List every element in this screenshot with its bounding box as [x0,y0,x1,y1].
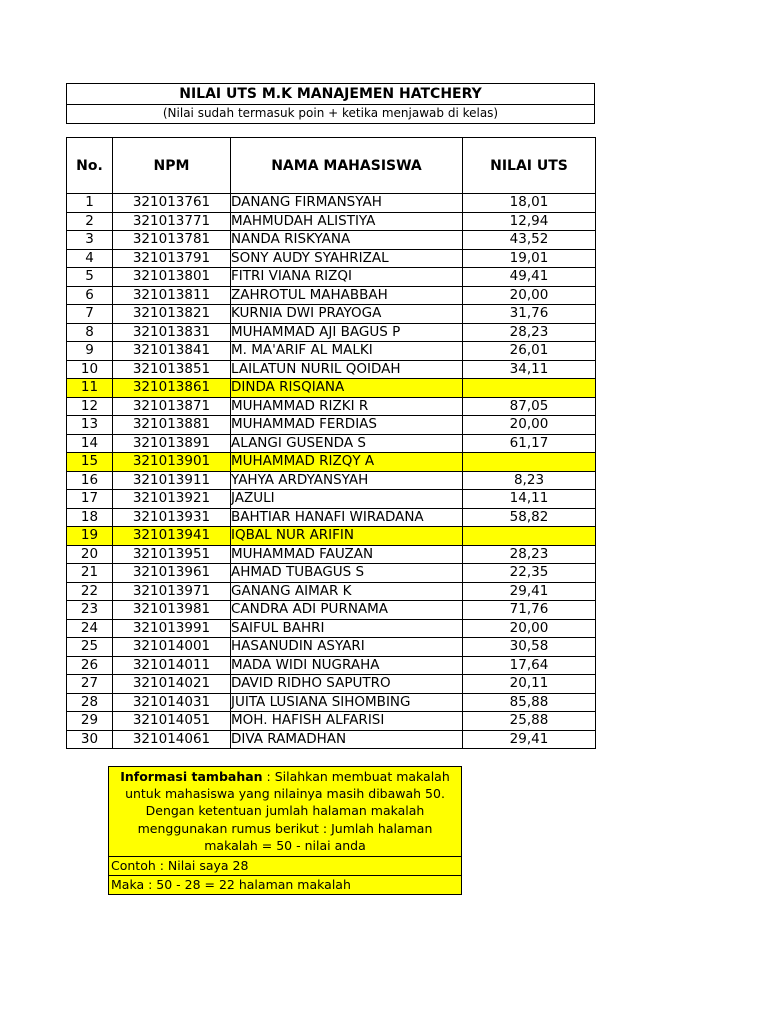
column-header-npm: NPM [113,138,231,194]
cell-no: 28 [67,693,113,712]
cell-npm: 321013821 [113,305,231,324]
cell-score: 61,17 [463,434,596,453]
cell-score: 85,88 [463,693,596,712]
cell-score: 20,00 [463,286,596,305]
cell-name: AHMAD TUBAGUS S [231,564,463,583]
cell-name: M. MA'ARIF AL MALKI [231,342,463,361]
cell-no: 1 [67,194,113,213]
cell-no: 7 [67,305,113,324]
cell-score: 19,01 [463,249,596,268]
cell-score: 8,23 [463,471,596,490]
cell-name: SONY AUDY SYAHRIZAL [231,249,463,268]
table-row [67,416,596,435]
table-row [67,231,596,250]
cell-no: 4 [67,249,113,268]
cell-npm: 321013951 [113,545,231,564]
table-row [67,656,596,675]
table-row [67,453,596,472]
table-row [67,342,596,361]
cell-no: 20 [67,545,113,564]
cell-npm: 321014011 [113,656,231,675]
cell-no: 19 [67,527,113,546]
cell-name: KURNIA DWI PRAYOGA [231,305,463,324]
table-row [67,638,596,657]
cell-npm: 321013831 [113,323,231,342]
cell-npm: 321013891 [113,434,231,453]
table-row [67,545,596,564]
cell-no: 29 [67,712,113,731]
cell-score: 17,64 [463,656,596,675]
cell-npm: 321013881 [113,416,231,435]
cell-score: 87,05 [463,397,596,416]
table-row [67,471,596,490]
cell-npm: 321013991 [113,619,231,638]
table-row [67,379,596,398]
cell-npm: 321014021 [113,675,231,694]
cell-name: DANANG FIRMANSYAH [231,194,463,213]
table-row [67,268,596,287]
table-row [67,323,596,342]
cell-score: 12,94 [463,212,596,231]
cell-score: 29,41 [463,582,596,601]
table-row [67,212,596,231]
cell-score: 29,41 [463,730,596,749]
table-row [67,601,596,620]
cell-name: MUHAMMAD FAUZAN [231,545,463,564]
info-result: Maka : 50 - 28 = 22 halaman makalah [111,877,351,893]
cell-npm: 321013901 [113,453,231,472]
score-table [66,137,596,749]
table-row [67,360,596,379]
cell-npm: 321013801 [113,268,231,287]
cell-no: 10 [67,360,113,379]
cell-no: 14 [67,434,113,453]
table-row [67,434,596,453]
cell-no: 24 [67,619,113,638]
cell-name: MAHMUDAH ALISTIYA [231,212,463,231]
cell-score [463,453,596,472]
cell-npm: 321013851 [113,360,231,379]
cell-name: MUHAMMAD RIZKI R [231,397,463,416]
cell-name: MUHAMMAD FERDIAS [231,416,463,435]
table-row [67,249,596,268]
cell-no: 11 [67,379,113,398]
cell-name: ZAHROTUL MAHABBAH [231,286,463,305]
cell-no: 2 [67,212,113,231]
cell-npm: 321013941 [113,527,231,546]
cell-score: 49,41 [463,268,596,287]
cell-npm: 321013841 [113,342,231,361]
cell-score: 20,00 [463,619,596,638]
cell-no: 22 [67,582,113,601]
cell-no: 13 [67,416,113,435]
cell-npm: 321013911 [113,471,231,490]
cell-score [463,527,596,546]
table-row [67,619,596,638]
cell-npm: 321014031 [113,693,231,712]
cell-name: IQBAL NUR ARIFIN [231,527,463,546]
cell-no: 16 [67,471,113,490]
cell-score: 26,01 [463,342,596,361]
cell-npm: 321013971 [113,582,231,601]
cell-npm: 321013781 [113,231,231,250]
table-row [67,730,596,749]
cell-npm: 321014001 [113,638,231,657]
info-box [108,766,462,895]
table-row [67,286,596,305]
cell-name: ALANGI GUSENDA S [231,434,463,453]
cell-no: 27 [67,675,113,694]
cell-no: 12 [67,397,113,416]
cell-score: 20,11 [463,675,596,694]
table-row [67,194,596,213]
table-row [67,305,596,324]
column-header-score: NILAI UTS [463,138,596,194]
cell-no: 21 [67,564,113,583]
cell-score: 14,11 [463,490,596,509]
cell-score: 30,58 [463,638,596,657]
table-row [67,582,596,601]
cell-no: 30 [67,730,113,749]
cell-name: MADA WIDI NUGRAHA [231,656,463,675]
cell-score: 28,23 [463,545,596,564]
cell-npm: 321013981 [113,601,231,620]
info-example: Contoh : Nilai saya 28 [109,857,461,876]
cell-name: NANDA RISKYANA [231,231,463,250]
cell-no: 15 [67,453,113,472]
info-label: Informasi tambahan [120,769,263,784]
cell-no: 25 [67,638,113,657]
cell-name: BAHTIAR HANAFI WIRADANA [231,508,463,527]
cell-name: HASANUDIN ASYARI [231,638,463,657]
cell-score: 43,52 [463,231,596,250]
cell-score: 58,82 [463,508,596,527]
cell-name: MUHAMMAD AJI BAGUS P [231,323,463,342]
cell-npm: 321013761 [113,194,231,213]
page-title: NILAI UTS M.K MANAJEMEN HATCHERY [67,84,594,105]
table-body [67,194,596,749]
cell-npm: 321013921 [113,490,231,509]
table-header-row [67,138,596,194]
cell-name: MUHAMMAD RIZQY A [231,453,463,472]
cell-npm: 321013811 [113,286,231,305]
cell-no: 9 [67,342,113,361]
cell-name: DAVID RIDHO SAPUTRO [231,675,463,694]
cell-score: 20,00 [463,416,596,435]
table-row [67,508,596,527]
cell-name: LAILATUN NURIL QOIDAH [231,360,463,379]
cell-no: 17 [67,490,113,509]
cell-score: 31,76 [463,305,596,324]
table-row [67,490,596,509]
cell-score: 18,01 [463,194,596,213]
cell-name: CANDRA ADI PURNAMA [231,601,463,620]
cell-name: JAZULI [231,490,463,509]
cell-score: 28,23 [463,323,596,342]
cell-score: 25,88 [463,712,596,731]
table-row [67,693,596,712]
cell-name: SAIFUL BAHRI [231,619,463,638]
info-paragraph [109,767,461,857]
cell-no: 5 [67,268,113,287]
cell-no: 23 [67,601,113,620]
cell-no: 3 [67,231,113,250]
cell-score: 34,11 [463,360,596,379]
info-text: : Silahkan membuat makalah untuk mahasiswa yang nilainya masih dibawah 50. Dengan ketentuan jumlah halaman makalah menggunakan rumus berikut : Jumlah halaman makalah = 50 - nilai anda [125,769,450,853]
table-row [67,712,596,731]
table-row [67,675,596,694]
cell-npm: 321014061 [113,730,231,749]
cell-no: 8 [67,323,113,342]
cell-npm: 321013871 [113,397,231,416]
cell-npm: 321014051 [113,712,231,731]
cell-name: DINDA RISQIANA [231,379,463,398]
cell-score: 71,76 [463,601,596,620]
cell-npm: 321013931 [113,508,231,527]
cell-no: 6 [67,286,113,305]
table-row [67,564,596,583]
cell-npm: 321013961 [113,564,231,583]
cell-score: 22,35 [463,564,596,583]
cell-name: DIVA RAMADHAN [231,730,463,749]
title-box [66,83,595,124]
cell-name: MOH. HAFISH ALFARISI [231,712,463,731]
cell-name: YAHYA ARDYANSYAH [231,471,463,490]
cell-npm: 321013861 [113,379,231,398]
column-header-name: NAMA MAHASISWA [231,138,463,194]
cell-name: JUITA LUSIANA SIHOMBING [231,693,463,712]
table-row [67,527,596,546]
cell-npm: 321013791 [113,249,231,268]
cell-name: GANANG AIMAR K [231,582,463,601]
cell-no: 18 [67,508,113,527]
cell-score [463,379,596,398]
page-subtitle: (Nilai sudah termasuk poin + ketika menjawab di kelas) [162,106,499,120]
column-header-no: No. [67,138,113,194]
table-row [67,397,596,416]
cell-npm: 321013771 [113,212,231,231]
cell-name: FITRI VIANA RIZQI [231,268,463,287]
cell-no: 26 [67,656,113,675]
